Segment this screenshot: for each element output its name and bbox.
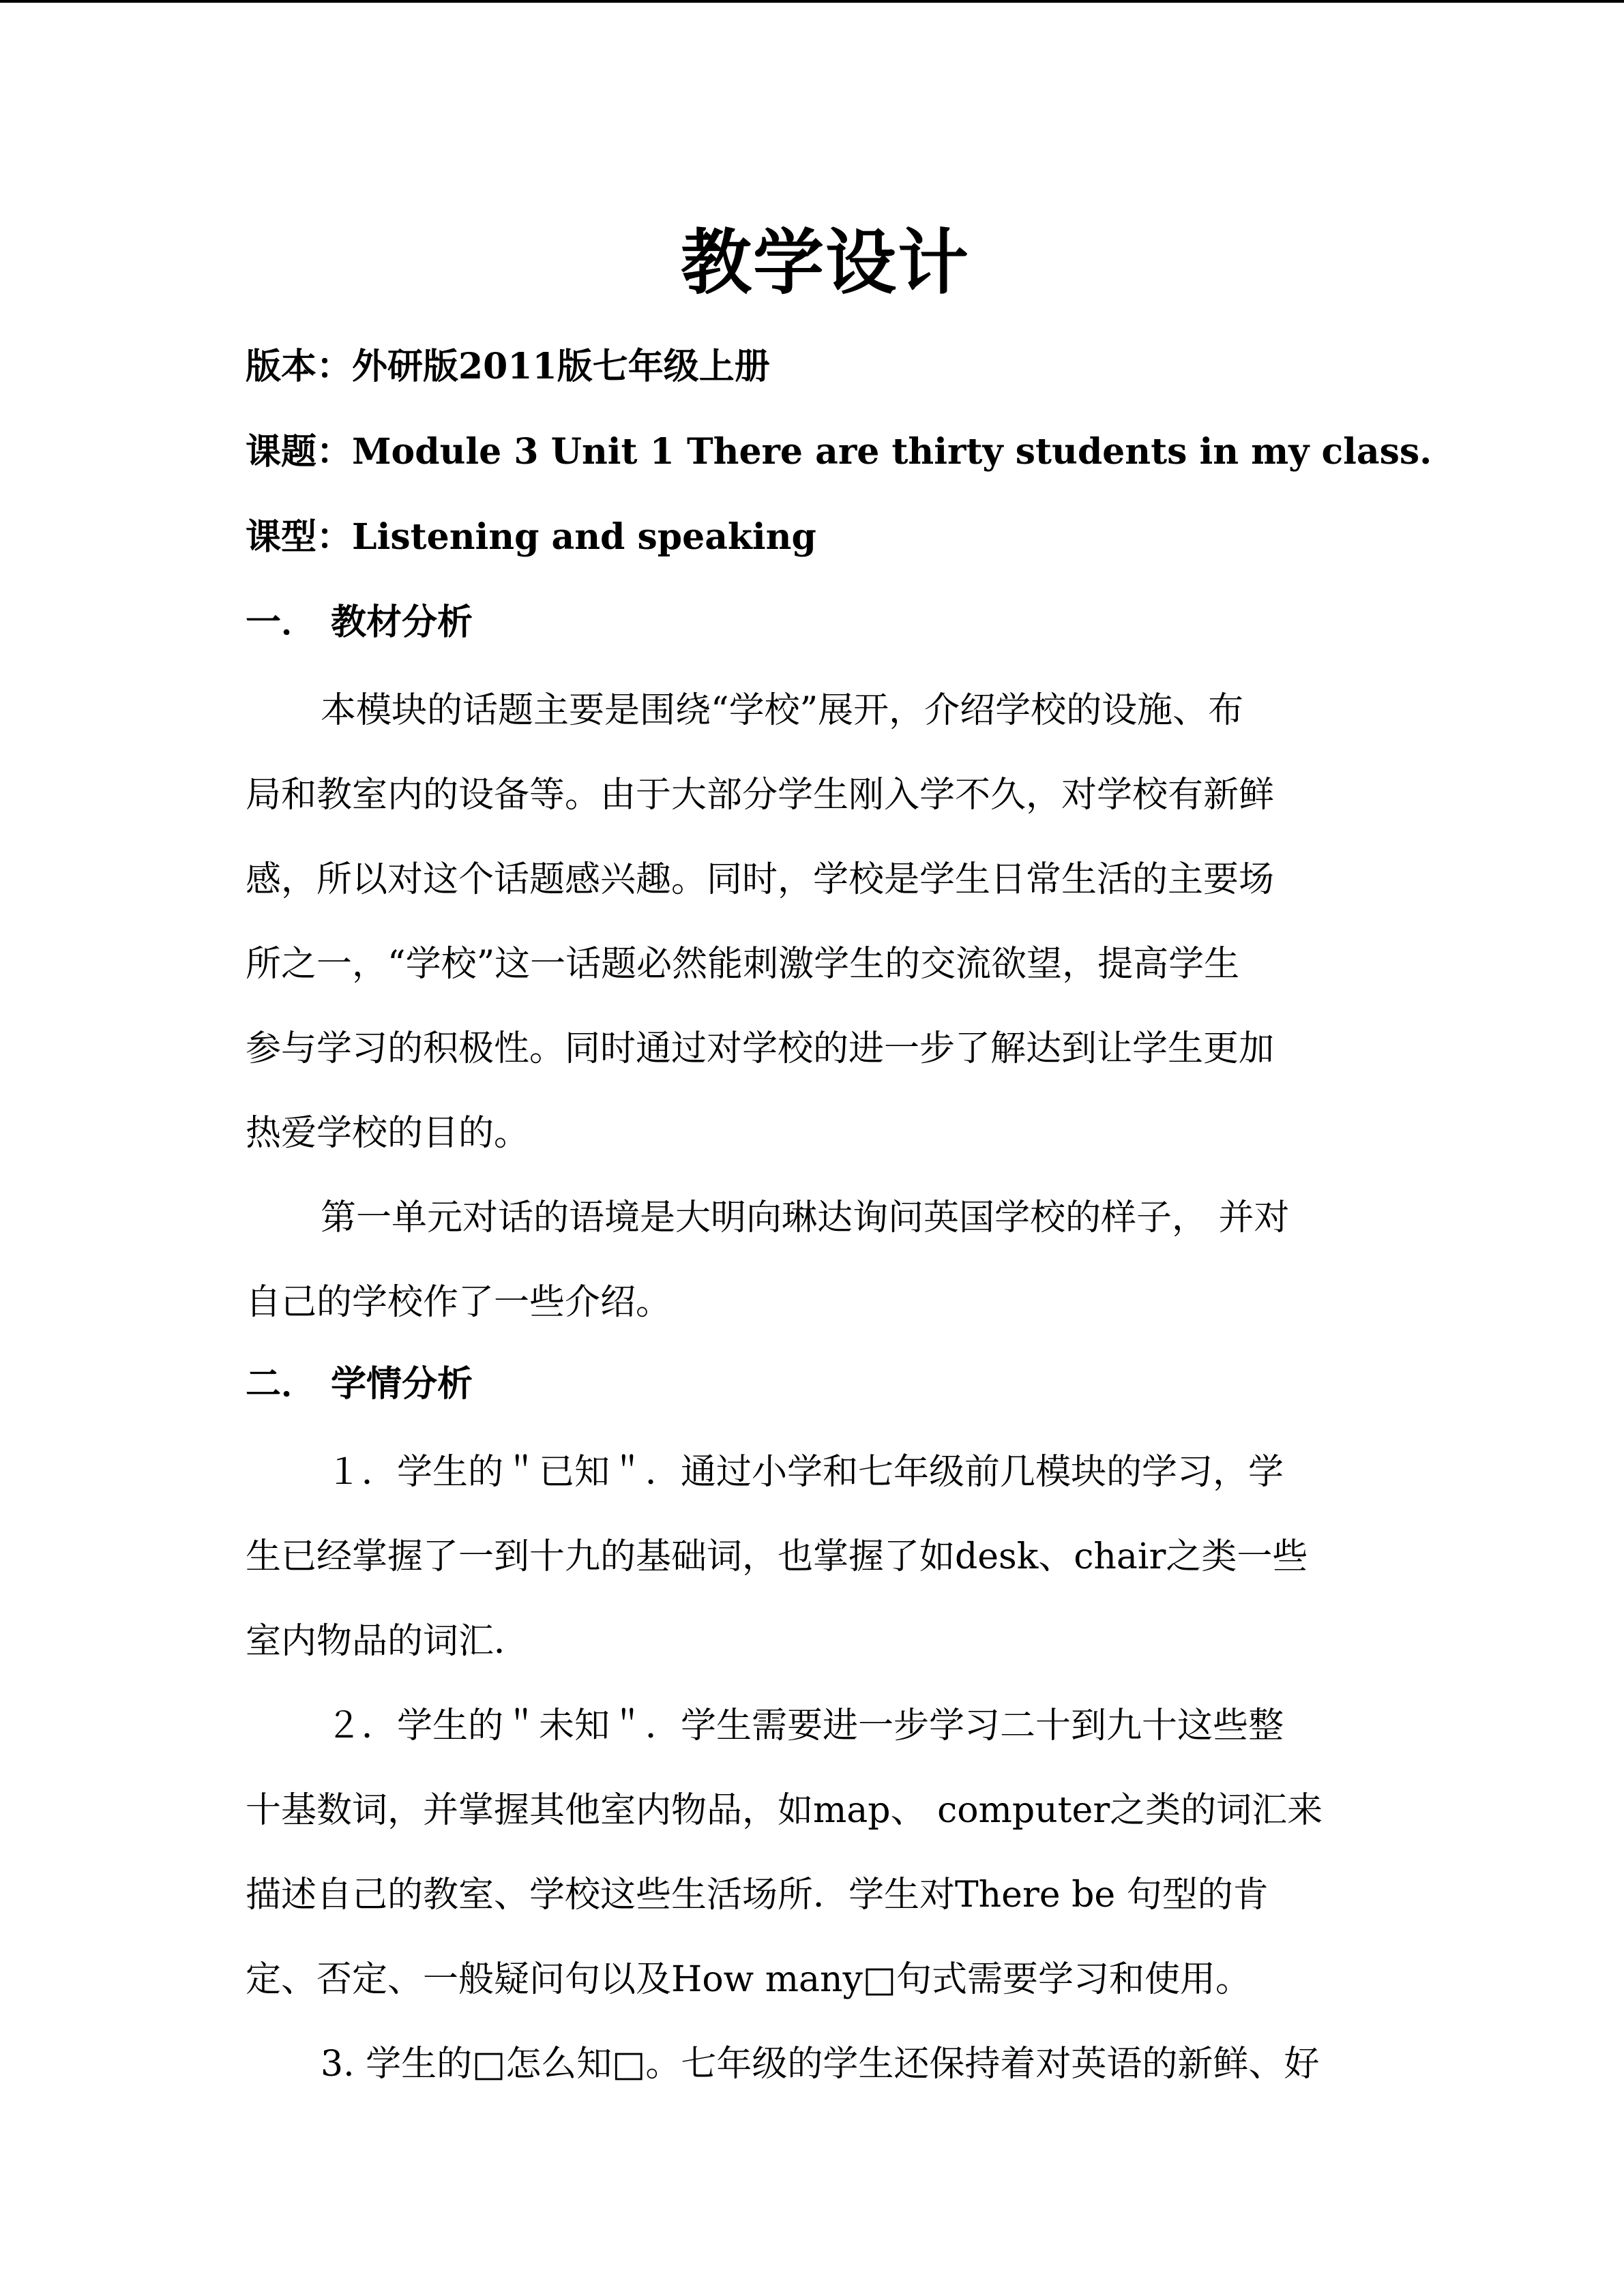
paragraph-line: １．学生的＂已知＂．通过小学和七年级前几模块的学习，学	[326, 1452, 1284, 1493]
topic-line: 课题：Module 3 Unit 1 There are thirty students in my class.	[246, 431, 1432, 473]
paragraph-line: 所之一，“学校”这一话题必然能刺激学生的交流欲望，提高学生	[246, 944, 1240, 985]
paragraph-line: 局和教室内的设备等。由于大部分学生刚入学不久，对学校有新鲜	[246, 775, 1275, 816]
paragraph-unknown	[246, 1684, 1364, 2022]
paragraph-line: 感，所以对这个话题感兴趣。同时，学校是学生日常生活的主要场	[246, 859, 1275, 900]
document-title: 教学设计	[680, 220, 970, 304]
paragraph-line: 热爱学校的目的。	[246, 1113, 530, 1154]
section-title: 学情分析	[331, 1363, 473, 1405]
paragraph-line: 3. 学生的□怎么知□。七年级的学生还保持着对英语的新鲜、好	[321, 2044, 1320, 2085]
section-title: 教材分析	[331, 601, 473, 643]
paragraph-line: 生已经掌握了一到十九的基础词，也掌握了如desk、chair之类一些	[246, 1536, 1308, 1577]
lesson-type-line: 课型：Listening and speaking	[246, 516, 816, 558]
paragraph-unit-context	[246, 1176, 1364, 1345]
paragraph-line: 本模块的话题主要是围绕“学校”展开，介绍学校的设施、布	[321, 690, 1244, 731]
section-number: 二．	[246, 1363, 317, 1405]
paragraph-known	[246, 1430, 1364, 1684]
paragraph-line: 自己的学校作了一些介绍。	[246, 1282, 672, 1323]
paragraph-line: 第一单元对话的语境是大明向琳达询问英国学校的样子， 并对	[321, 1197, 1290, 1238]
section-number: 一．	[246, 601, 317, 643]
paragraph-how-to-know	[246, 2022, 1364, 2106]
section-heading-textbook-analysis	[246, 599, 473, 646]
section-heading-student-analysis	[246, 1360, 473, 1408]
paragraph-line: 参与学习的积极性。同时通过对学校的进一步了解达到让学生更加	[246, 1028, 1275, 1069]
paragraph-line: ２．学生的＂未知＂．学生需要进一步学习二十到九十这些整	[326, 1705, 1284, 1746]
paragraph-textbook-analysis	[246, 668, 1364, 1176]
edition-line: 版本：外研版2011版七年级上册	[246, 346, 770, 387]
paragraph-line: 描述自己的教室、学校这些生活场所．学生对There be 句型的肯	[246, 1875, 1269, 1915]
paragraph-line: 十基数词，并掌握其他室内物品，如map、 computer之类的词汇来	[246, 1790, 1323, 1831]
top-border-line	[0, 0, 1624, 3]
paragraph-line: 定、否定、一般疑问句以及How many□句式需要学习和使用。	[246, 1959, 1252, 2000]
paragraph-line: 室内物品的词汇．	[246, 1621, 530, 1662]
